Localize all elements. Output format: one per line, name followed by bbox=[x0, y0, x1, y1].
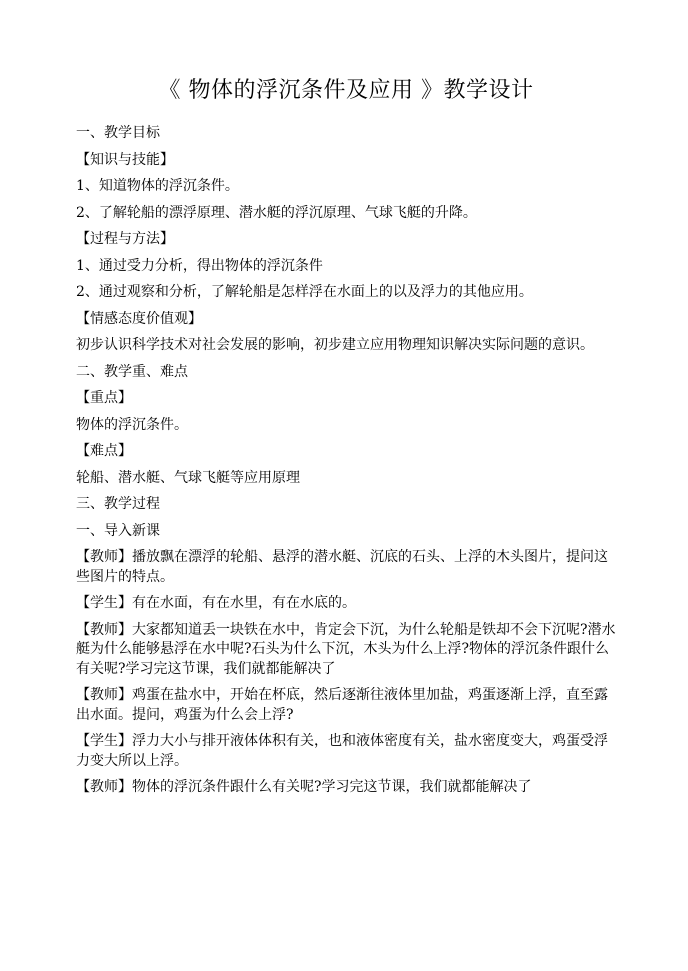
paragraph-line: 物体的浮沉条件。 bbox=[76, 416, 188, 433]
document-page bbox=[76, 76, 616, 805]
dialog-text: 物体的浮沉条件跟什么有关呢?学习完这节课，我们就都能解决了 bbox=[132, 779, 532, 795]
dialog-text: 浮力大小与排开液体体积有关，也和液体密度有关，盐水密度变大，鸡蛋受浮力变大所以上浮。 bbox=[76, 733, 608, 769]
paragraph-line: 1、知道物体的浮沉条件。 bbox=[76, 178, 239, 194]
subheading-attitude-values: 【情感态度价值观】 bbox=[76, 310, 202, 327]
paragraph-line: 1、通过受力分析，得出物体的浮沉条件 bbox=[76, 257, 323, 274]
subheading-process-method: 【过程与方法】 bbox=[76, 231, 174, 247]
dialog-paragraph bbox=[76, 686, 616, 725]
paragraph-line: 初步认识科学技术对社会发展的影响，初步建立应用物理知识解决实际问题的意识。 bbox=[76, 337, 594, 353]
section-heading-process: 三、教学过程 bbox=[76, 496, 160, 512]
dialog-text: 大家都知道丢一块铁在水中，肯定会下沉，为什么轮船是铁却不会下沉呢?潜水艇为什么能够悬浮在水中呢?石头为什么下沉，木头为什么上浮?物体的浮沉条件跟什么有关呢?学习完这节课，我们就都能解决了 bbox=[76, 621, 616, 677]
paragraph-line: 2、通过观察和分析，了解轮船是怎样浮在水面上的以及浮力的其他应用。 bbox=[76, 284, 533, 300]
subheading-knowledge-skills: 【知识与技能】 bbox=[76, 151, 174, 168]
speaker-label: 【学生】 bbox=[76, 595, 132, 611]
dialog-paragraph bbox=[76, 778, 616, 798]
speaker-label: 【教师】 bbox=[76, 621, 132, 638]
dialog-paragraph bbox=[76, 594, 616, 614]
section-heading-intro: 一、导入新课 bbox=[76, 522, 160, 539]
section-heading-key-points: 二、教学重、难点 bbox=[76, 363, 188, 380]
section-heading-objectives: 一、教学目标 bbox=[76, 125, 160, 141]
speaker-label: 【学生】 bbox=[76, 733, 132, 749]
dialog-paragraph bbox=[76, 732, 616, 771]
dialog-text: 鸡蛋在盐水中，开始在杯底，然后逐渐往液体里加盐，鸡蛋逐渐上浮，直至露出水面。提问，鸡蛋为什么会上浮? bbox=[76, 687, 608, 723]
dialog-text: 有在水面，有在水里，有在水底的。 bbox=[132, 595, 356, 611]
document-title: 《 物体的浮沉条件及应用 》教学设计 bbox=[158, 78, 534, 103]
paragraph-line: 2、了解轮船的漂浮原理、潜水艇的浮沉原理、气球飞艇的升降。 bbox=[76, 204, 477, 221]
speaker-label: 【教师】 bbox=[76, 687, 132, 703]
paragraph-line: 轮船、潜水艇、气球飞艇等应用原理 bbox=[76, 469, 300, 486]
dialog-text: 播放飘在漂浮的轮船、悬浮的潜水艇、沉底的石头、上浮的木头图片，提问这些图片的特点。 bbox=[76, 549, 608, 585]
speaker-label: 【教师】 bbox=[76, 779, 132, 795]
subheading-key-point: 【重点】 bbox=[76, 390, 132, 406]
speaker-label: 【教师】 bbox=[76, 549, 132, 565]
subheading-difficulty: 【难点】 bbox=[76, 443, 132, 459]
dialog-paragraph bbox=[76, 548, 616, 587]
dialog-paragraph bbox=[76, 621, 616, 680]
